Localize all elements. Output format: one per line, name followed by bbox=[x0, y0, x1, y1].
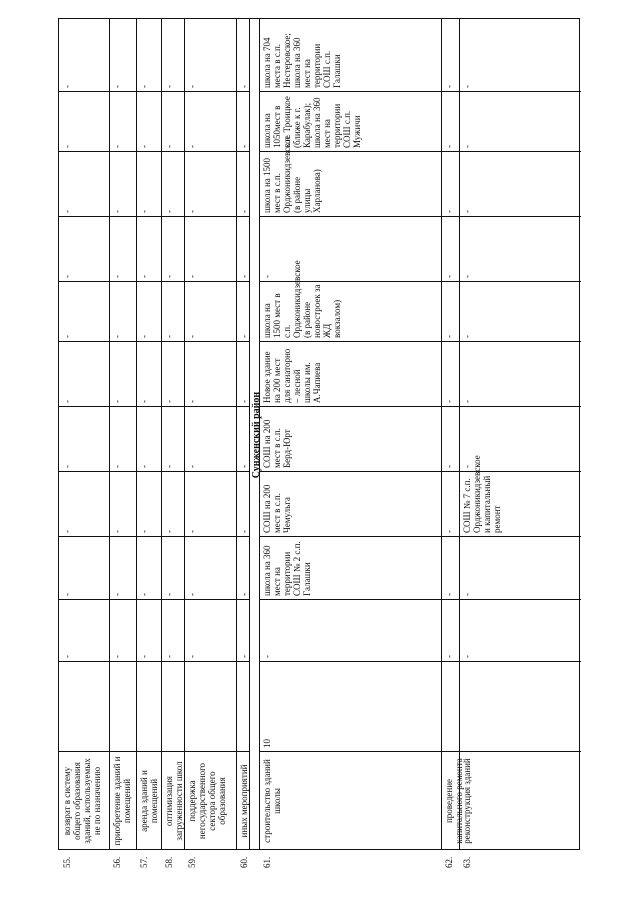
row-value: 10 bbox=[262, 739, 272, 748]
table-cell: - bbox=[239, 275, 249, 278]
row-label: приобретение зданий и помещений bbox=[112, 756, 132, 846]
column-divider bbox=[259, 599, 581, 600]
table-cell: - bbox=[239, 210, 249, 213]
table-cell: - bbox=[164, 145, 174, 148]
column-divider bbox=[59, 661, 249, 662]
row-number: 59. bbox=[187, 856, 197, 868]
column-divider bbox=[59, 599, 249, 600]
table-cell: - bbox=[62, 210, 72, 213]
table-cell: - bbox=[62, 85, 72, 88]
table-cell: - bbox=[462, 210, 472, 213]
row-label: возврат в систему общего образования зданий, используемых не по назначению bbox=[62, 758, 102, 844]
table-cell: - bbox=[112, 465, 122, 468]
column-divider bbox=[259, 536, 581, 537]
table-cell: - bbox=[139, 593, 149, 596]
table-cell: - bbox=[62, 275, 72, 278]
column-divider bbox=[59, 151, 249, 152]
table-cell: - bbox=[62, 400, 72, 403]
row-number: 63. bbox=[462, 856, 472, 868]
row-number: 58. bbox=[164, 856, 174, 868]
row-label: аренда зданий и помещений bbox=[139, 770, 159, 832]
table-cell: - bbox=[239, 400, 249, 403]
table-cell: - bbox=[462, 593, 472, 596]
table-cell: - bbox=[239, 85, 249, 88]
row-number: 61. bbox=[262, 856, 272, 868]
table-cell: - bbox=[187, 593, 197, 596]
column-divider bbox=[59, 751, 249, 752]
column-divider bbox=[259, 281, 581, 282]
table-cell: - bbox=[112, 593, 122, 596]
table-cell: - bbox=[444, 145, 454, 148]
table-cell: - bbox=[262, 275, 272, 278]
table-cell: - bbox=[444, 335, 454, 338]
table-cell: - bbox=[164, 655, 174, 658]
table-cell: - bbox=[444, 400, 454, 403]
column-divider bbox=[259, 406, 581, 407]
column-divider bbox=[59, 341, 249, 342]
row-divider bbox=[161, 19, 162, 849]
row-label: строительство зданий школы bbox=[262, 759, 282, 843]
table-cell: СОШ на 200 мест в с.п. Берд-Юрт bbox=[262, 419, 292, 468]
table-cell: - bbox=[112, 335, 122, 338]
table-cell: - bbox=[139, 85, 149, 88]
table-cell: - bbox=[444, 593, 454, 596]
table-cell: - bbox=[444, 530, 454, 533]
row-number: 60. bbox=[239, 856, 249, 868]
table-cell: - bbox=[112, 85, 122, 88]
column-divider bbox=[59, 91, 249, 92]
table-cell: - bbox=[164, 210, 174, 213]
table-cell: - bbox=[164, 465, 174, 468]
row-label: иных мероприятий bbox=[239, 764, 249, 838]
table-cell: - bbox=[139, 335, 149, 338]
table-cell: - bbox=[62, 335, 72, 338]
table-cell: - bbox=[164, 530, 174, 533]
column-divider bbox=[259, 216, 581, 217]
row-divider bbox=[459, 19, 460, 849]
row-divider bbox=[136, 19, 137, 849]
table-cell: - bbox=[139, 275, 149, 278]
table-cell: СОШ на 200 мест в с.п. Чемульга bbox=[262, 484, 292, 533]
table-cell: - bbox=[187, 85, 197, 88]
row-number: 56. bbox=[112, 856, 122, 868]
column-divider bbox=[259, 91, 581, 92]
table-cell: - bbox=[112, 400, 122, 403]
table-cell: школа на 360 мест на территории СОШ № 2 с.п. Галашки bbox=[262, 541, 312, 596]
table-cell: - bbox=[164, 275, 174, 278]
table-cell: - bbox=[139, 210, 149, 213]
table-cell: - bbox=[239, 145, 249, 148]
table-cell: - bbox=[462, 275, 472, 278]
table-cell: - bbox=[239, 530, 249, 533]
column-divider bbox=[59, 471, 249, 472]
section-title: Сунженский район bbox=[251, 391, 262, 479]
table-cell: - bbox=[444, 85, 454, 88]
row-divider bbox=[109, 19, 110, 849]
table-cell: - bbox=[462, 145, 472, 148]
table-cell: - bbox=[112, 655, 122, 658]
table-cell: - bbox=[164, 85, 174, 88]
row-number: 57. bbox=[139, 856, 149, 868]
table-cell: - bbox=[139, 145, 149, 148]
table-cell: школа на 1500 мест в с.п. Орджоникидзевское (в районе улицы Харланова) bbox=[262, 135, 322, 213]
data-table bbox=[58, 18, 580, 868]
table-cell: - bbox=[462, 655, 472, 658]
column-divider bbox=[59, 216, 249, 217]
table-cell: - bbox=[164, 400, 174, 403]
table-cell: - bbox=[187, 210, 197, 213]
table-cell: - bbox=[187, 275, 197, 278]
table-cell: - bbox=[139, 655, 149, 658]
table-cell: - bbox=[444, 275, 454, 278]
row-label: поддержка негосударственного сектора общего образования bbox=[187, 762, 227, 840]
table-cell: - bbox=[239, 655, 249, 658]
table-cell: - bbox=[62, 530, 72, 533]
column-divider bbox=[259, 661, 581, 662]
table-cell: - bbox=[187, 530, 197, 533]
table-cell: - bbox=[164, 335, 174, 338]
row-divider bbox=[441, 19, 442, 849]
table-cell: - bbox=[139, 465, 149, 468]
table-cell: - bbox=[112, 275, 122, 278]
table-cell: - bbox=[187, 145, 197, 148]
row-divider bbox=[249, 19, 250, 849]
table-cell: - bbox=[139, 400, 149, 403]
table-cell: - bbox=[112, 145, 122, 148]
table-cell: - bbox=[139, 530, 149, 533]
table-cell: - bbox=[112, 210, 122, 213]
table-cell: - bbox=[239, 593, 249, 596]
table-cell: - bbox=[62, 465, 72, 468]
table-cell: - bbox=[462, 465, 472, 468]
row-number: 62. bbox=[444, 856, 454, 868]
table-cell: - bbox=[239, 335, 249, 338]
table-cell: - bbox=[62, 593, 72, 596]
table-cell: - bbox=[262, 655, 272, 658]
table-cell: - bbox=[444, 465, 454, 468]
row-label: оптимизация загруженности школ bbox=[164, 761, 184, 841]
column-divider bbox=[259, 471, 581, 472]
table-cell: - bbox=[187, 465, 197, 468]
table-cell: - bbox=[444, 655, 454, 658]
table-cell: - bbox=[112, 530, 122, 533]
table-cell: школа на 704 места в с.п. Нестеровское; школа на 360 мест на территории СОШ с.п. Галашки bbox=[262, 33, 342, 88]
table-cell: - bbox=[62, 145, 72, 148]
table-cell: - bbox=[444, 210, 454, 213]
table-cell: - bbox=[187, 655, 197, 658]
table-cell: - bbox=[187, 400, 197, 403]
table-cell: - bbox=[164, 593, 174, 596]
column-divider bbox=[259, 751, 581, 752]
table-cell: Новое здание на 200 мест для санаторно – лесной школы им. А.Чапиева bbox=[262, 348, 322, 403]
table-cell: школа на 1050мест в с.п. Троицкое (ближе к г. Карабулак); школа на 360 мест на территории СОШ с.п. Мужичи bbox=[262, 96, 362, 148]
table-cell: - bbox=[62, 655, 72, 658]
row-number: 55. bbox=[62, 856, 72, 868]
row-divider bbox=[236, 19, 237, 849]
table-cell: школа на 1500 мест в с.п. Орджоникидзевское (в районе новостроек за ЖД вокзалом) bbox=[262, 260, 342, 338]
column-divider bbox=[259, 151, 581, 152]
row-label: реконструкция зданий bbox=[462, 758, 472, 844]
table-cell: СОШ № 7 с.п. Орджоникидзевское и капитальный ремонт bbox=[462, 455, 502, 533]
column-divider bbox=[259, 341, 581, 342]
table-cell: - bbox=[462, 85, 472, 88]
row-label: проведение капитального ремонта bbox=[444, 758, 464, 844]
table-cell: - bbox=[187, 335, 197, 338]
column-divider bbox=[59, 281, 249, 282]
column-divider bbox=[59, 406, 249, 407]
table-cell: - bbox=[462, 400, 472, 403]
row-divider bbox=[184, 19, 185, 849]
table-cell: - bbox=[239, 465, 249, 468]
column-divider bbox=[59, 536, 249, 537]
table-cell: - bbox=[462, 335, 472, 338]
